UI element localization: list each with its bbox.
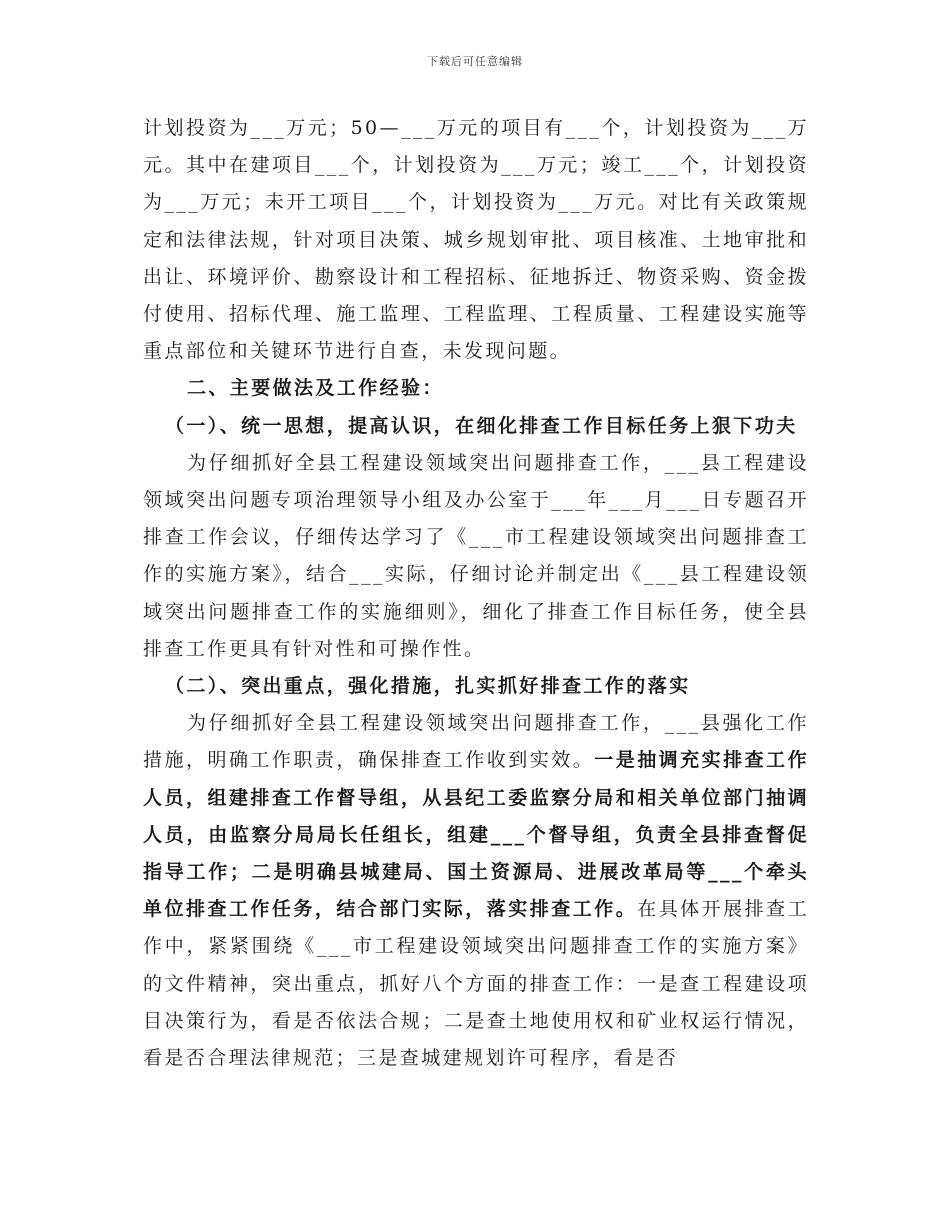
page-header: 下载后可任意编辑 (427, 55, 523, 68)
section-heading: 二、主要做法及工作经验： (187, 377, 444, 400)
subsection-heading-2: （二）、突出重点，强化措施，扎实抓好排查工作的落实 (165, 675, 691, 698)
document-body (143, 110, 809, 1077)
paragraph-meeting: 为仔细抓好全县工程建设领域突出问题排查工作，___县工程建设领域突出问题专项治理领导小组及办公室于___年___月___日专题召开排查工作会议，仔细传达学习了《___市工程建设领域突出问题排查工作的实施方案》，结合___实际，仔细讨论并制定出《___县工程建设领域突出问题排查工作的实施细则》，细化了排查工作目标任务，使全县排查工作更具有针对性和可操作性。 (143, 451, 809, 660)
measures-intro-text: 为仔细抓好全县工程建设领域突出问题排查工作，___县强化工作措施，明确工作职责，确保排查工作收到实效。 (143, 712, 809, 772)
paragraph-measures (143, 705, 809, 1077)
subsection-heading-1: （一）、统一思想，提高认识，在细化排查工作目标任务上狠下功夫 (165, 414, 798, 437)
measures-bold-text: 一是抽调充实排查工作人员，组建排查工作督导组，从县纪工委监察分局和相关单位部门抽调人员，由监察分局局长任组长，组建___个督导组，负责全县排查督促指导工作；二是明确县城建局、国土资源局、进展改革局等___个牵头单位排查工作任务，结合部门实际，落实排查工作。 (143, 749, 809, 921)
measures-detail-text: 在具体开展排查工作中，紧紧围绕《___市工程建设领域突出问题排查工作的实施方案》的文件精神，突出重点，抓好八个方面的排查工作：一是查工程建设项目决策行为，看是否依法合规；二是查土地使用权和矿业权运行情况，看是否合理法律规范；三是查城建规划许可程序，看是否 (143, 898, 810, 1070)
paragraph-investment-summary: 计划投资为___万元；50—___万元的项目有___个，计划投资为___万元。其中在建项目___个，计划投资为___万元；竣工___个，计划投资为___万元；未开工项目___个，计划投资为___万元。对比有关政策规定和法律法规，针对项目决策、城乡规划审批、项目核准、土地审批和出让、环境评价、勘察设计和工程招标、征地拆迁、物资采购、资金拨付使用、招标代理、施工监理、工程监理、工程质量、工程建设实施等重点部位和关键环节进行自查，未发现问题。 (143, 117, 809, 363)
